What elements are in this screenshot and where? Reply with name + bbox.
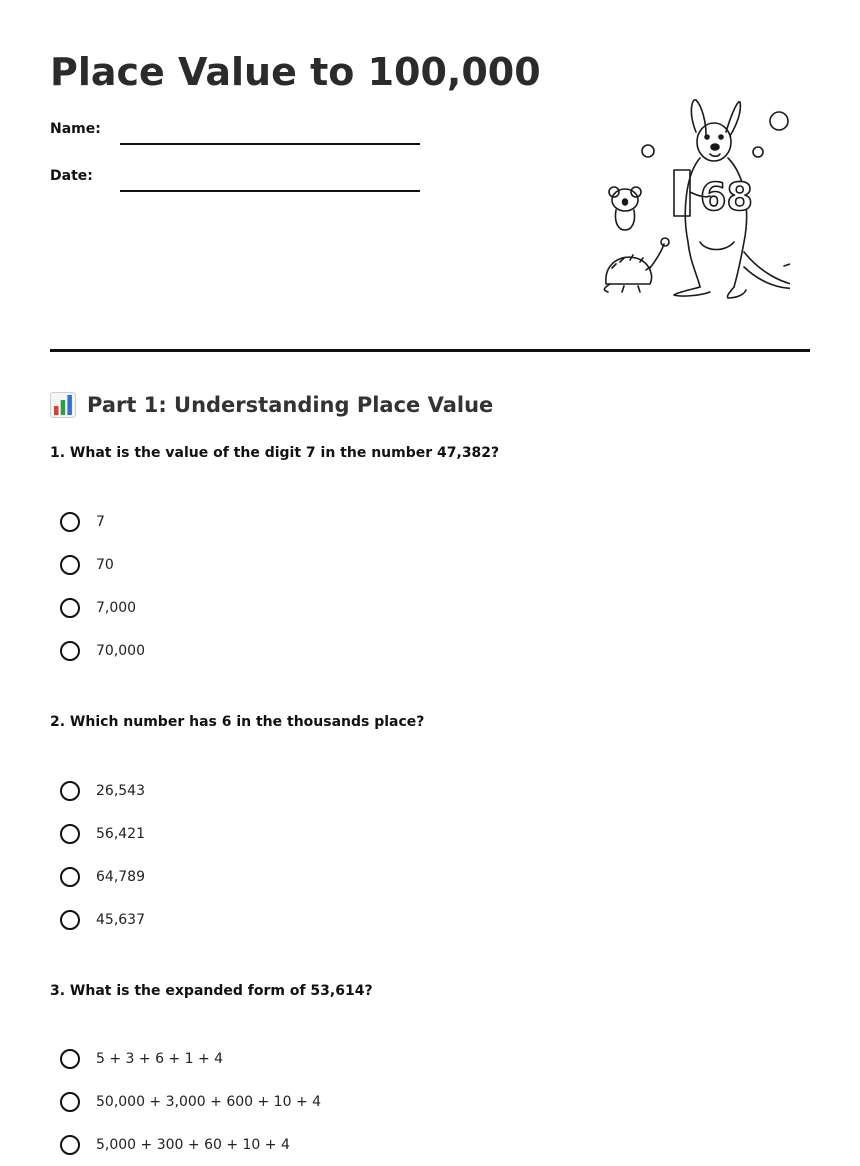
radio-button[interactable] <box>60 1049 80 1069</box>
kangaroo-illustration <box>550 92 790 304</box>
radio-button[interactable] <box>60 598 80 618</box>
name-line[interactable] <box>120 143 420 145</box>
option-label: 5 + 3 + 6 + 1 + 4 <box>96 1050 224 1067</box>
svg-text:68: 68 <box>700 175 753 219</box>
question-3 <box>50 983 810 1153</box>
answer-option[interactable] <box>60 812 145 855</box>
option-label: 45,637 <box>96 911 145 928</box>
option-label: 7 <box>96 513 105 530</box>
answer-option[interactable] <box>60 586 145 629</box>
answer-option[interactable] <box>60 898 145 941</box>
radio-button[interactable] <box>60 781 80 801</box>
date-line[interactable] <box>120 190 420 192</box>
option-label: 70,000 <box>96 642 145 659</box>
option-label: 50,000 + 3,000 + 600 + 10 + 4 <box>96 1093 322 1110</box>
name-label: Name: <box>50 121 101 137</box>
answer-option[interactable] <box>60 1037 321 1080</box>
option-label: 26,543 <box>96 782 145 799</box>
question-text: 1. What is the value of the digit 7 in the number 47,382? <box>50 445 500 461</box>
answer-option[interactable] <box>60 1080 321 1123</box>
question-text: 2. Which number has 6 in the thousands place? <box>50 714 425 730</box>
radio-button[interactable] <box>60 512 80 532</box>
question-text: 3. What is the expanded form of 53,614? <box>50 983 373 999</box>
name-field <box>50 121 450 151</box>
radio-button[interactable] <box>60 641 80 661</box>
answer-options <box>60 500 145 672</box>
answer-options <box>60 1037 321 1166</box>
question-1 <box>50 445 810 659</box>
radio-button[interactable] <box>60 555 80 575</box>
bar-chart-icon <box>50 392 76 418</box>
option-label: 70 <box>96 556 114 573</box>
answer-option[interactable] <box>60 855 145 898</box>
header-divider <box>50 349 810 352</box>
question-2 <box>50 714 810 928</box>
answer-option[interactable] <box>60 769 145 812</box>
worksheet-page <box>50 0 810 1161</box>
option-label: 56,421 <box>96 825 145 842</box>
section-title: Part 1: Understanding Place Value <box>87 393 494 417</box>
option-label: 7,000 <box>96 599 137 616</box>
answer-options <box>60 769 145 941</box>
section-heading <box>50 390 493 420</box>
date-field <box>50 168 450 198</box>
radio-button[interactable] <box>60 824 80 844</box>
radio-button[interactable] <box>60 867 80 887</box>
radio-button[interactable] <box>60 1092 80 1112</box>
option-label: 5,000 + 300 + 60 + 10 + 4 <box>96 1136 290 1153</box>
answer-option[interactable] <box>60 1123 321 1166</box>
date-label: Date: <box>50 168 93 184</box>
radio-button[interactable] <box>60 910 80 930</box>
answer-option[interactable] <box>60 500 145 543</box>
answer-option[interactable] <box>60 629 145 672</box>
answer-option[interactable] <box>60 543 145 586</box>
radio-button[interactable] <box>60 1135 80 1155</box>
option-label: 64,789 <box>96 868 145 885</box>
worksheet-title: Place Value to 100,000 <box>50 50 541 94</box>
